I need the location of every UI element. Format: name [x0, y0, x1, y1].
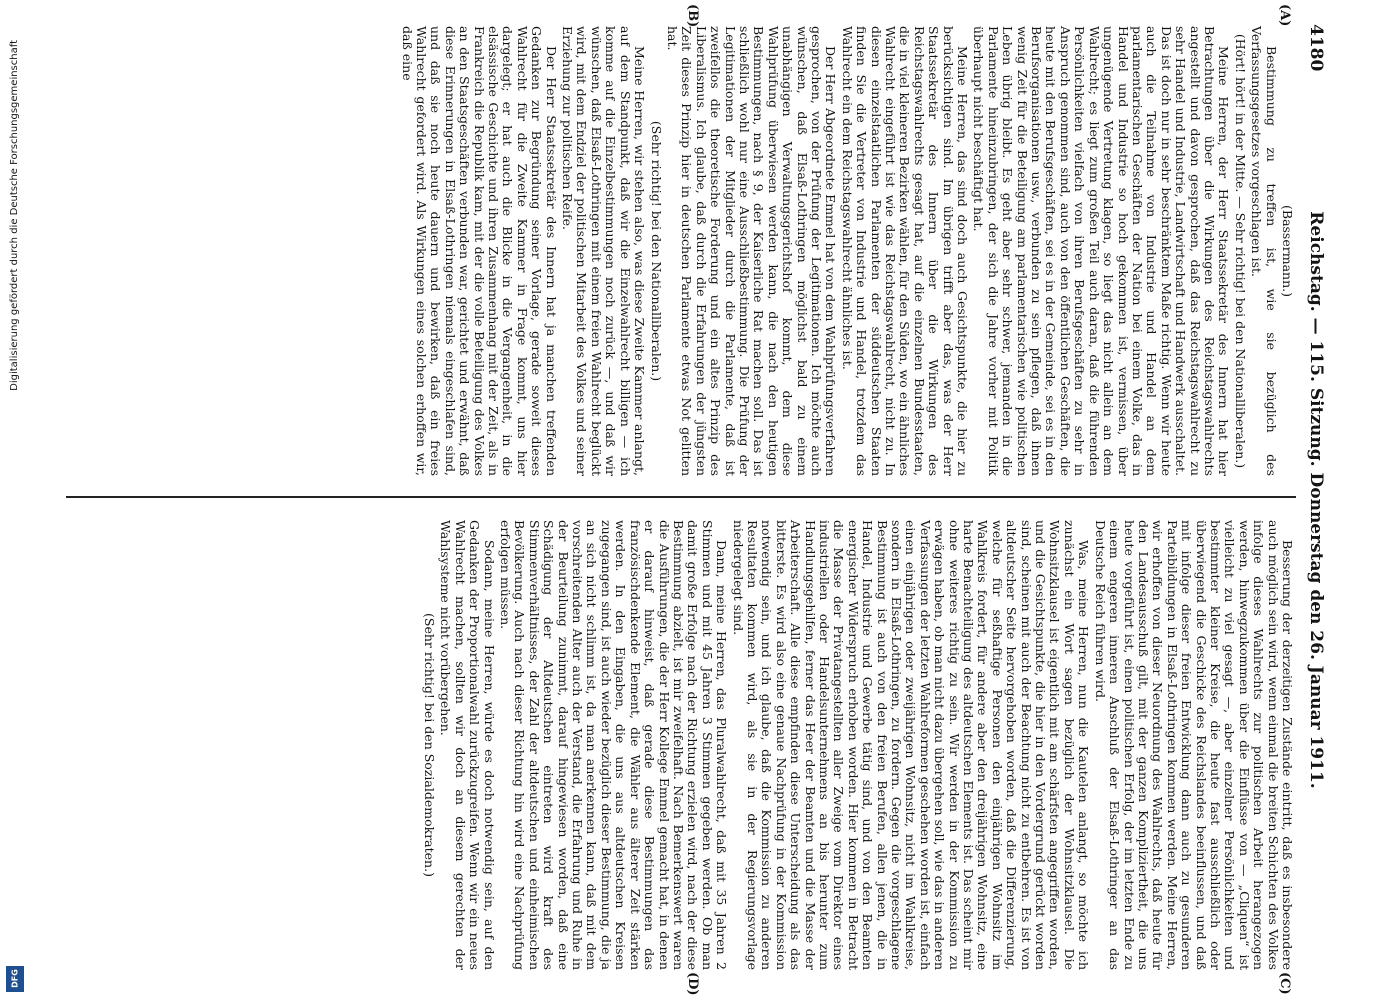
paragraph: Meine Herren, das sind doch auch Gesichtspunkte, die hier zu berücksichtigen sind. Im übrigen trifft aber das, was der Herr Staatssekretär des Innern über die Wirkungen des Reichstagswahlrechts gesagt hat, auf die einzelnen Bundesstaaten, die in viel kleineren Bezirken wählen, für den Süden, wo ein ähnliches Wahlrecht eingeführt ist wie das Reichstagswahlrecht, nicht zu. In diesen einzelstaatlichen Parlamenten der süddeutschen Staaten finden Sie die Vertreter von Industrie und Handel, trotzdem das Wahlrecht ein dem Reichstagswahlrecht ähnliches ist. [839, 26, 971, 476]
paragraph: Bestimmung zu treffen ist, wie sie bezüglich des Verfassungsgesetzes vorgeschlagen ist. [1249, 26, 1279, 476]
paragraph: Was, meine Herren, nun die Kautelen anlangt, so möchte ich zunächst ein Wort sagen bezüglich der Wohnsitzklausel. Die Wohnsitzklausel ist eigentlich mit am schärfsten angegriffen worden, und die Gesichtspunkte, die hier in den Vordergrund gerückt worden sind, scheinen mit auch der Beachtung nicht zu entbehren. Es ist von altdeutscher Seite hervorgehoben worden, daß die Differenzierung, welche für seßhaftige Personen den einjährigen Wohnsitz im Wahlkreis fordert, für andere aber den dreijährigen Wohnsitz, eine harte Benachteiligung des altdeutschen Elements ist. Das scheint mir ohne weiteres richtig zu sein. Wir werden in der Kommission zu erwägen haben, ob man nicht dazu übergehen soll, wie das in anderen Verfassungen der letzten Wahlreformen geschehen worden ist, einfach einen einjährigen oder zweijährigen Wohnsitz, nicht im Wahlkreise, sondern in Elsaß-Lothringen, zu fordern. Gegen die vorgeschlagene Bestimmung ist auch von den freien Berufen, allen jenen, die in Handel, Industrie und Gewerbe tätig sind, und von den Beamten energischer Widerspruch erhoben worden. Hier kommen in Betracht die Masse der Privatangestellten aller Zweige vom Direktor eines industriellen oder Handelsunternehmens an bis herunter zum Handlungsgehilfen, ferner das Heer der Beamten und die Masse der Arbeiterschaft. Alle diese empfinden diese Unterscheidung als das bitterste. Es wird also eine genaue Nachprüfung in der Kommission notwendig sein, und ich glaube, daß die Kommission zu anderen Resultaten kommen wird, als sie in der Regierungsvorlage niedergelegt sind. [730, 520, 1092, 970]
rotated-page [40, 0, 1340, 1000]
speaker-name: (Bassermann.) [1280, 205, 1295, 297]
right-column [420, 520, 1294, 970]
page-header [1302, 24, 1326, 976]
paragraph: Der Herr Staatssekretär des Innern hat ja manchen treffenden Gedanken zur Begründung seiner Vorlage, gerade soweit dieses Wahlrecht für die Zweite Kammer in Frage kommt, uns hier dargelegt; er hat auch die Blicke in die Vergangenheit, in die elsässische Geschichte und ihren Zusammenhang mit der Zeit, als in Frankreich die Republik kam, mit der die volle Beteiligung des Volkes an den Staatsgeschäften verbunden war, gerichtet und erwähnt, daß diese Erinnerungen in Elsaß-Lothringen niemals eingeschlafen sind, und daß sie noch heute dauern und bewirken, daß ein freies Wahlrecht gefordert wird. Als Wirkungen eines solchen erhoffen wir, daß eine [399, 26, 559, 476]
paragraph: Dann, meine Herren, das Pluralwahlrecht, daß mit 35 Jahren 2 Stimmen und mit 45 Jahren 3 Stimmen gegeben werden. Ob man damit große Erfolge nach der Richtung erzielen wird, nach der diese Bestimmung abzielt, ist mir zweifelhaft. Nach Bemerkenswert waren die Ausführungen, die der Herr Kollege Emmel gemacht hat, in denen er darauf hinweist, daß gerade diese Bestimmungen das französischdenkende Element, die Wähler aus älterer Zeit stärken werden. In den Eingaben, die uns aus altdeutschen Kreisen zugegangen sind, ist auch wieder bezüglich dieser Bestimmung, die ja an sich nicht schlimm ist, da man anerkennen kann, daß mit dem vorschreitenden Alter auch der Verstand, die Erfahrung und Ruhe in der Beurteilung zunimmt, darauf hingewiesen worden, daß eine Schädigung der Altdeutschen eintreten wird kraft des Stimmenverhältnisses, der Zahl der altdeutschen und einheimischen Bevölkerung. Auch nach dieser Richtung hin wird eine Nachprüfung erfolgen müssen. [498, 520, 730, 970]
marker-b: (B) [685, 4, 700, 28]
page-number: 4180 [1306, 24, 1326, 72]
interjection: (Hört! hört! in der Mitte. — Sehr richtig! bei den Nationalliberalen.) [1232, 33, 1248, 469]
marker-a: (A) [1277, 4, 1292, 27]
marker-d: (D) [685, 972, 700, 996]
paragraph: Der Herr Abgeordnete Emmel hat von dem Wahlprüfungsverfahren gesprochen, von der Prüfung der Legitimationen. Ich möchte auch wünschen, daß Elsaß-Lothringen möglichst bald zu einem unabhängigen Verwaltungsgerichtshof kommt, dem diese Wahlprüfung überwiesen werden kann, die nach den heutigen Bestimmungen, nach § 9, der Kaiserliche Rat machen soll. Das ist schließlich wohl nur eine Ausschließbestimmung. Die Prüfung der Legitimationen der Mitglieder durch die Parlamente, daß ist zweifellos die theoretische Forderung und ein altes Prinzip des Liberalismus. Ich glaube, daß durch die Erfahrungen der jüngsten Zeit dieses Prinzip hier in deutschen Parlamente etwas Not gelitten hat. [664, 26, 839, 476]
paragraph: Meine Herren, wir stehen also, was diese Zweite Kammer anlangt, auf dem Standpunkt, daß wir die Einzelwahlrecht billigen — ich komme auf die Einzelbestimmungen noch zurück —, und daß wir wünschen, daß Elsaß-Lothringen mit einem freien Wahlrecht beglückt wird, mit dem Endziel der politischen Mitarbeit des Volkes und seiner Erziehung zur politischen Reife. [560, 26, 648, 476]
marker-c: (C) [1277, 972, 1292, 995]
dfg-logo-icon [6, 966, 24, 992]
column-divider [66, 496, 1296, 498]
running-title: Reichstag. — 115. Sitzung. Donnerstag den 26. Januar 1911. [1306, 211, 1326, 789]
interjection: (Sehr richtig! bei den Sozialdemokraten.) [422, 613, 438, 877]
interjection: (Sehr richtig! bei den Nationalliberalen.) [648, 120, 664, 382]
paragraph: Besserung der derzeitigen Zustände eintritt, daß es insbesondere auch möglich sein wird, wenn einmal die breiten Schichten des Volkes infolge dieses Wahlrechts zur politischen Arbeit herangezogen werden, hinwegzukommen über die Einflüsse von — „Cliquen“ ist vielleicht zu viel gesagt —, aber einzelner Persönlichkeiten und bestimmter kleiner Kreise, die heute fast ausschließlich oder überwiegend die Geschicke des Reichslandes beeinflussen, und daß mit infolge dieser freien Entwicklung dann auch zu gesunderen Parteibildungen in Elsaß-Lothringen kommen werden. Meine Herren, wir erhoffen von dieser Neuordnung des Wahlrechts, daß heute für den Landesausschuß gilt, mit der ganzen Kompliziertheit, die uns heute vorgeführt ist, einen politischen Erfolg, der im letzten Ende zu einem engeren inneren Anschluß der Elsaß-Lothringer an das Deutsche Reich führen wird. [1092, 520, 1295, 970]
dfg-logo-text: DFG [10, 969, 20, 988]
footer [0, 0, 30, 1000]
left-column [397, 26, 1294, 476]
paragraph: Meine Herren, der Herr Staatssekretär des Innern hat hier Betrachtungen über die Wirkungen des Reichstagswahlrechts angestellt und davon gesprochen, daß das Reichstagswahlrecht zu sehr Handel und Industrie, Landwirtschaft und Handwerk ausschaltet. Das ist doch nur in sehr beschränktem Maße richtig. Wenn wir heute auch die Teilnahme von Industrie und Handel an dem parlamentarischen Geschäften der Nation bei einem Volke, das in Handel und Industrie so hoch gekommen ist, vermissen, über ungenügende Vertretung klagen, so liegt das nicht allein an dem Wahlrecht; es liegt zum großen Teil auch daran, daß die führenden Persönlichkeiten vielfach von ihren Berufsgeschäften zu sehr in Anspruch genommen sind, auch von den öffentlichen Geschäften, die heute mit den Berufsgeschäften, sei es in der Gemeinde, sei es in den Berufsorganisationen usw., verbunden zu sein pflegen, daß ihnen wenig Zeit für die Beteiligung am parlamentarischen wie politischen Leben übrig bleibt. Es geht aber sehr schwer, jemanden in die Parlamente hineinzubringen, der sich die Jahre vorher mit Politik überhaupt nicht beschäftigt hat. [971, 26, 1232, 476]
digitization-credit: Digitalisierung gefördert durch die Deutsche Forschungsgemeinschaft [9, 40, 20, 391]
paragraph: Sodann, meine Herren, würde es doch notwendig sein, auf den Gedanken der Proportionalwahl zurückzugreifen. Wenn wir ein neues Wahlrecht machen, sollten wir doch an diesem gerechten der Wahlsysteme nicht vorübergehen. [438, 520, 497, 970]
